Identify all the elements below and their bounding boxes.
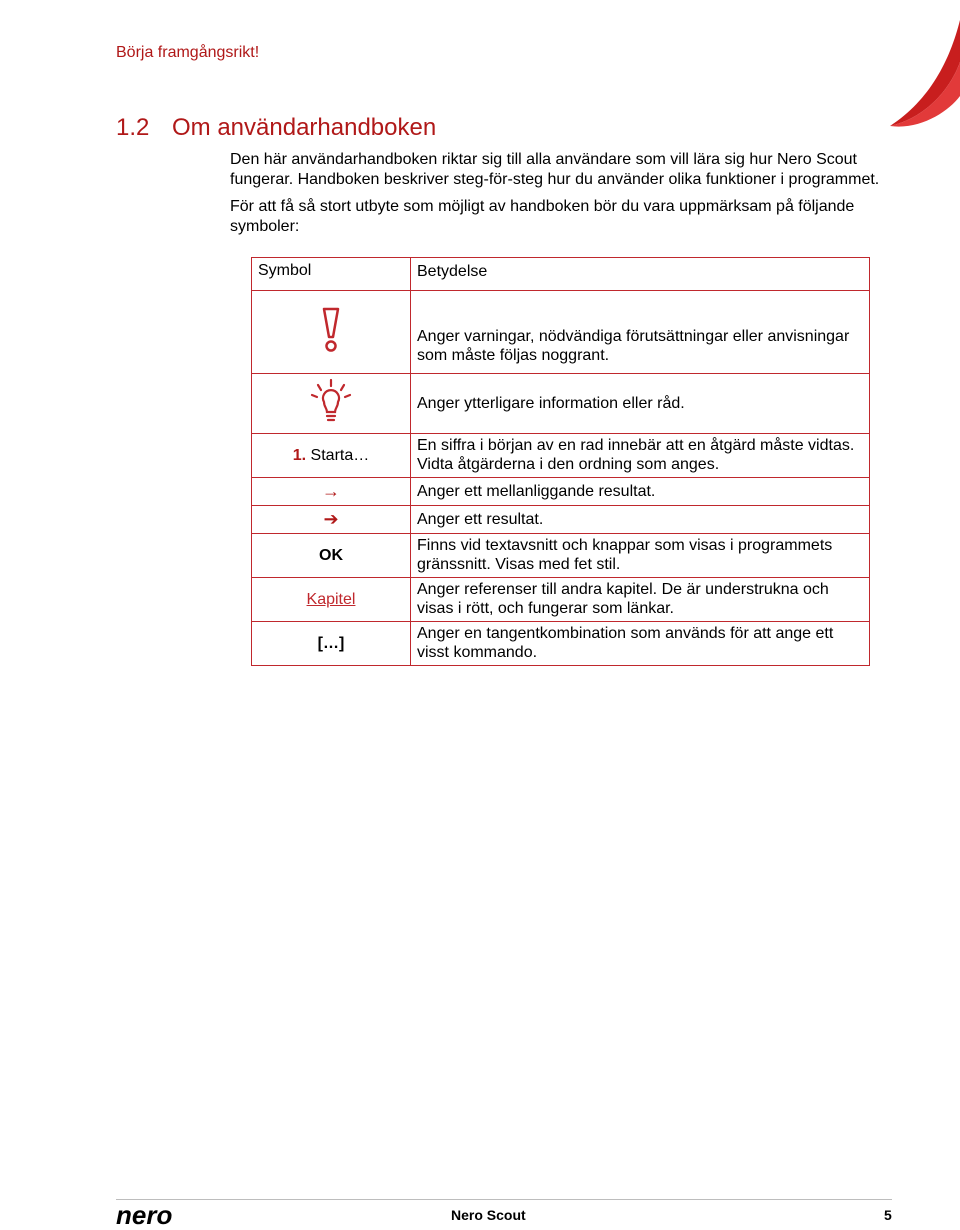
ok-example: OK — [319, 546, 343, 564]
svg-text:nero: nero — [116, 1204, 173, 1228]
table-header-row — [252, 258, 870, 291]
footer-divider — [116, 1199, 892, 1200]
row-meaning: Anger ett resultat. — [411, 506, 870, 534]
header-symbol: Symbol — [252, 258, 411, 291]
row-meaning: En siffra i början av en rad innebär att en åtgärd måste vidtas. Vidta åtgärderna i den ordning som anges. — [411, 434, 870, 478]
section-heading — [116, 114, 436, 142]
chapter-link-example[interactable]: Kapitel — [306, 590, 356, 608]
table-row — [252, 478, 870, 506]
warning-icon — [321, 307, 341, 353]
row-meaning: Anger ett mellanliggande resultat. — [411, 478, 870, 506]
section-title: Om användarhandboken — [172, 114, 437, 141]
symbol-table — [251, 257, 870, 666]
result-arrow-icon: ➔ — [323, 509, 339, 529]
step-text: Starta… — [310, 446, 370, 464]
footer-product-name: Nero Scout — [451, 1207, 526, 1223]
row-meaning: Finns vid textavsnitt och knappar som visas i programmets gränssnitt. Visas med fet stil. — [411, 534, 870, 578]
nero-logo — [116, 1204, 200, 1228]
table-row — [252, 374, 870, 434]
table-row — [252, 434, 870, 478]
row-meaning: Anger referenser till andra kapitel. De är understrukna och visas i rött, och fungerar som länkar. — [411, 578, 870, 622]
row-meaning: Anger en tangentkombination som används för att ange ett visst kommando. — [411, 622, 870, 666]
corner-swoosh-graphic — [870, 0, 960, 130]
running-header: Börja framgångsrikt! — [116, 44, 260, 61]
step-number: 1. — [292, 446, 307, 464]
intermediate-arrow-icon: → — [322, 481, 340, 501]
intro-paragraph: Den här användarhandboken riktar sig till alla användare som vill lära sig hur Nero Scout fungerar. Handboken beskriver steg-för-steg hur du använder olika funktioner i programmet. — [230, 151, 880, 188]
table-row — [252, 291, 870, 374]
table-row — [252, 506, 870, 534]
section-number: 1.2 — [116, 114, 150, 141]
row-meaning: Anger ytterligare information eller råd. — [411, 374, 870, 434]
lightbulb-icon — [309, 378, 353, 424]
key-combination-example: […] — [317, 634, 345, 652]
table-row — [252, 578, 870, 622]
header-meaning: Betydelse — [411, 258, 870, 291]
table-row — [252, 534, 870, 578]
row-meaning: Anger varningar, nödvändiga förutsättningar eller anvisningar som måste följas noggrant. — [411, 291, 870, 374]
symbols-paragraph: För att få så stort utbyte som möjligt av handboken bör du vara uppmärksam på följande symboler: — [230, 198, 855, 235]
table-row — [252, 622, 870, 666]
page-number: 5 — [884, 1207, 892, 1223]
